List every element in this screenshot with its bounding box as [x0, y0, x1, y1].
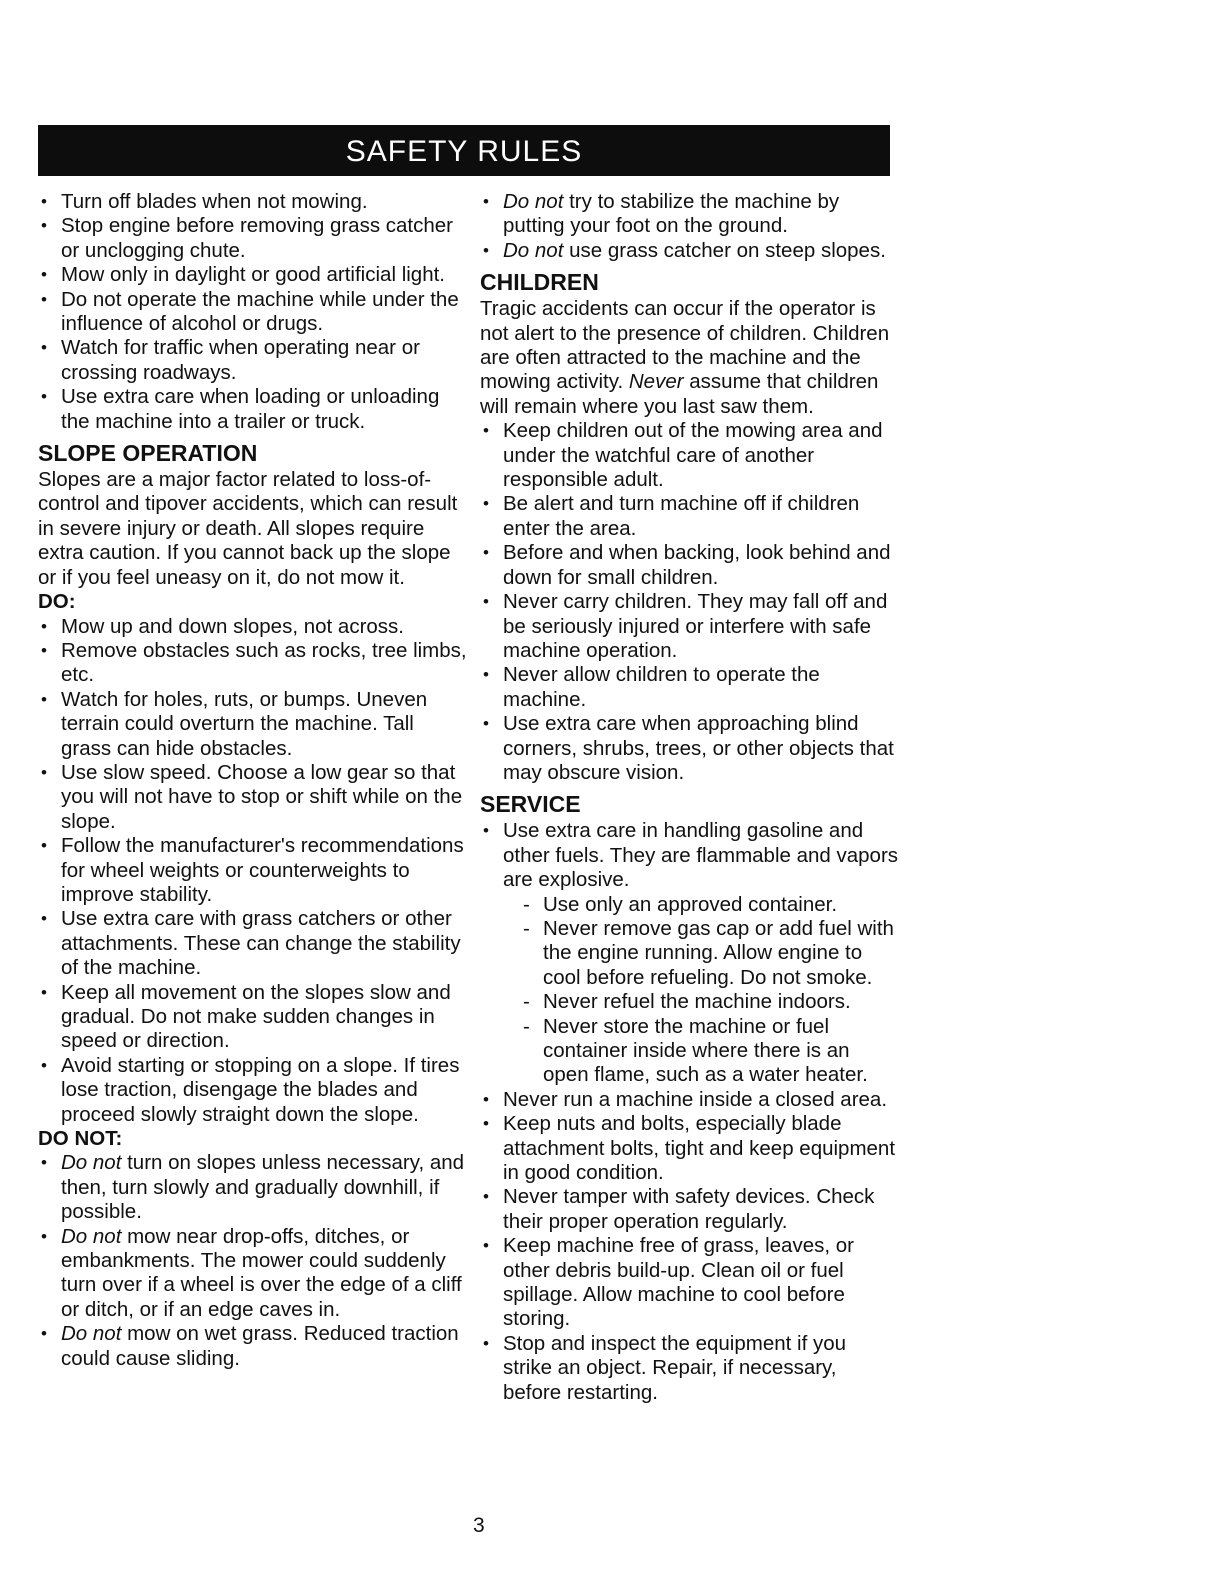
- banner-title: SAFETY RULES: [345, 135, 583, 168]
- do-not-list-continued: [480, 190, 900, 263]
- list-item: [480, 239, 900, 263]
- list-item: • Before and when backing, look behind and down for small children.: [480, 541, 900, 590]
- service-list: [480, 819, 900, 1405]
- right-column: [480, 190, 900, 1405]
- dash-item: - Use only an approved container.: [519, 893, 900, 917]
- list-item: [38, 1225, 468, 1323]
- do-not-emphasis: Do not: [503, 190, 564, 213]
- left-column: [38, 190, 468, 1371]
- do-label: DO:: [38, 590, 76, 614]
- fuel-dash-list: [519, 893, 900, 1088]
- list-item: • Keep nuts and bolts, especially blade attachment bolts, tight and keep equipment in good condition.: [480, 1112, 900, 1185]
- list-item: • Never allow children to operate the machine.: [480, 663, 900, 712]
- children-paragraph-end: assume that children will remain where you last saw them.: [480, 370, 879, 418]
- list-item: • Keep all movement on the slopes slow and gradual. Do not make sudden changes in speed or direction.: [38, 981, 468, 1054]
- service-heading: SERVICE: [480, 791, 581, 818]
- list-item: • Stop engine before removing grass catcher or unclogging chute.: [38, 214, 468, 263]
- list-item: • Watch for traffic when operating near or crossing roadways.: [38, 336, 468, 385]
- do-list: [38, 615, 468, 1128]
- children-paragraph: [480, 297, 900, 419]
- dash-item: - Never store the machine or fuel container inside where there is an open flame, such as a water heater.: [519, 1015, 900, 1088]
- list-item: • Do not operate the machine while under the influence of alcohol or drugs.: [38, 288, 468, 337]
- list-item: • Remove obstacles such as rocks, tree limbs, etc.: [38, 639, 468, 688]
- intro-list: [38, 190, 468, 434]
- slope-operation-heading: SLOPE OPERATION: [38, 440, 258, 467]
- list-item: • Turn off blades when not mowing.: [38, 190, 468, 214]
- list-item: • Avoid starting or stopping on a slope. If tires lose traction, disengage the blades and proceed slowly straight down the slope.: [38, 1054, 468, 1127]
- list-item: • Never run a machine inside a closed area.: [480, 1088, 900, 1112]
- do-not-label: DO NOT:: [38, 1127, 123, 1151]
- list-item: • Use extra care when loading or unloading the machine into a trailer or truck.: [38, 385, 468, 434]
- do-not-emphasis: Do not: [61, 1151, 122, 1175]
- list-item: [480, 819, 900, 1087]
- never-emphasis: Never: [628, 370, 684, 394]
- slope-paragraph: Slopes are a major factor related to loss-of-control and tipover accidents, which can result in severe injury or death. All slopes require extra caution. If you cannot back up the slope or if you feel uneasy on it, do not mow it.: [38, 468, 458, 589]
- children-list: [480, 419, 900, 785]
- list-item: • Use slow speed. Choose a low gear so that you will not have to stop or shift while on the slope.: [38, 761, 468, 834]
- list-item: • Be alert and turn machine off if children enter the area.: [480, 492, 900, 541]
- list-item: • Never tamper with safety devices. Check their proper operation regularly.: [480, 1185, 900, 1234]
- list-item: • Mow only in daylight or good artificial light.: [38, 263, 468, 287]
- list-item-text: use grass catcher on steep slopes.: [569, 238, 886, 262]
- list-item-text: Use extra care in handling gasoline and other fuels. They are flammable and vapors are explosive.: [503, 819, 899, 892]
- list-item: • Watch for holes, ruts, or bumps. Uneven terrain could overturn the machine. Tall grass can hide obstacles.: [38, 688, 468, 761]
- list-item: • Use extra care when approaching blind corners, shrubs, trees, or other objects that may obscure vision.: [480, 712, 900, 785]
- list-item: [480, 190, 900, 239]
- list-item: • Mow up and down slopes, not across.: [38, 615, 468, 639]
- section-banner: [38, 125, 890, 176]
- do-not-emphasis: Do not: [503, 238, 564, 262]
- children-heading: CHILDREN: [480, 269, 599, 296]
- list-item: [38, 1322, 468, 1371]
- list-item: • Follow the manufacturer's recommendations for wheel weights or counterweights to improve stability.: [38, 834, 468, 907]
- do-not-emphasis: Do not: [61, 1322, 122, 1346]
- children-paragraph-text: Tragic accidents can occur if the operator is not alert to the presence of children. Children are often attracted to the machine and the mowing activity.: [480, 297, 890, 394]
- list-item: [38, 1151, 468, 1224]
- list-item-text: try to stabilize the machine by putting your foot on the ground.: [503, 190, 840, 238]
- list-item: • Stop and inspect the equipment if you strike an object. Repair, if necessary, before restarting.: [480, 1332, 900, 1405]
- list-item-text: turn on slopes unless necessary, and then, turn slowly and gradually downhill, if possible.: [61, 1151, 465, 1224]
- list-item: • Keep children out of the mowing area and under the watchful care of another responsible adult.: [480, 419, 900, 492]
- page-number: 3: [473, 1514, 485, 1537]
- dash-item: - Never remove gas cap or add fuel with the engine running. Allow engine to cool before refueling. Do not smoke.: [519, 917, 900, 990]
- list-item-text: mow near drop-offs, ditches, or embankments. The mower could suddenly turn over if a wheel is over the edge of a cliff or ditch, or if an edge caves in.: [61, 1224, 462, 1321]
- list-item: • Never carry children. They may fall off and be seriously injured or interfere with safe machine operation.: [480, 590, 900, 663]
- do-not-list: [38, 1151, 468, 1371]
- list-item: • Keep machine free of grass, leaves, or other debris build-up. Clean oil or fuel spillage. Allow machine to cool before storing.: [480, 1234, 900, 1332]
- do-not-emphasis: Do not: [61, 1224, 122, 1248]
- dash-item: - Never refuel the machine indoors.: [519, 990, 900, 1014]
- list-item: • Use extra care with grass catchers or other attachments. These can change the stability of the machine.: [38, 907, 468, 980]
- list-item-text: mow on wet grass. Reduced traction could cause sliding.: [61, 1322, 459, 1370]
